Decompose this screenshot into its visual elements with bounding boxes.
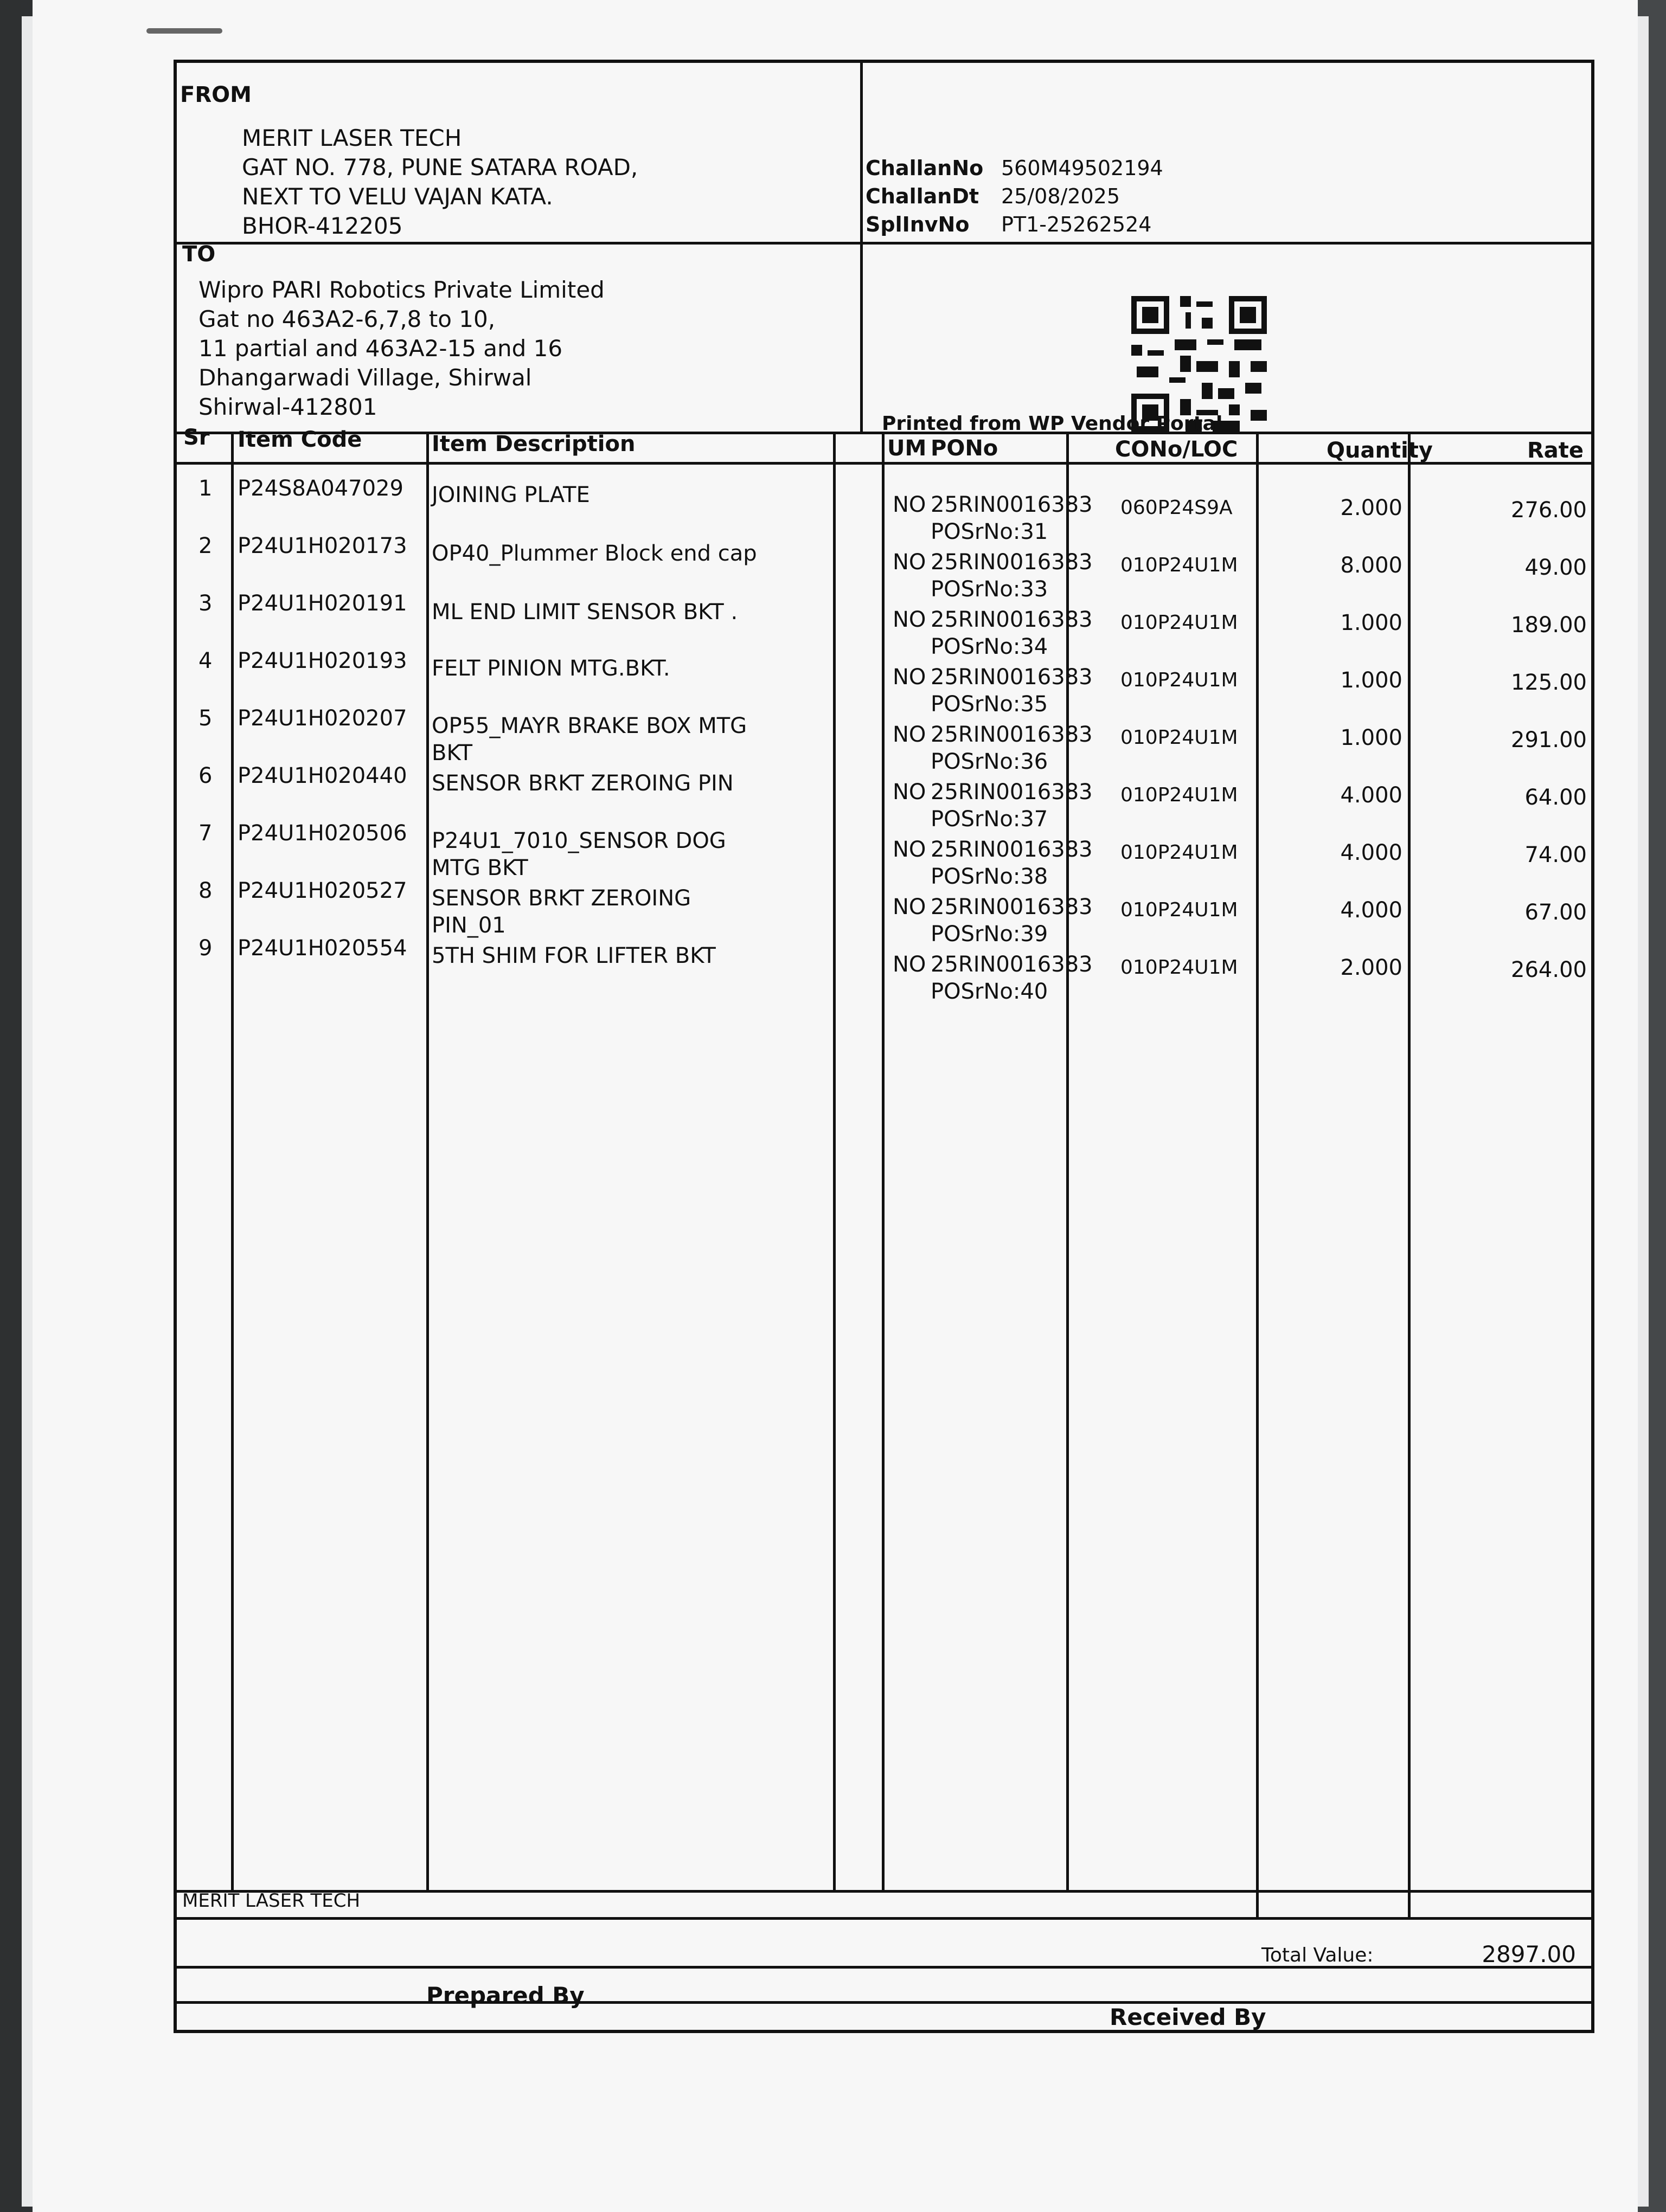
row-item-description: P24U1_7010_SENSOR DOG MTG BKT: [432, 828, 726, 880]
row-rate: 67.00: [1524, 900, 1587, 925]
from-line: MERIT LASER TECH: [242, 125, 462, 151]
to-line: Dhangarwadi Village, Shirwal: [198, 364, 532, 391]
header-item-code: Item Code: [238, 427, 362, 452]
staple-mark: [146, 28, 222, 34]
from-line: BHOR-412205: [242, 213, 403, 239]
header-item-description: Item Description: [432, 432, 636, 456]
qr-code-icon: [1131, 296, 1267, 432]
portal-note: Printed from WP Vendor Portal: [882, 413, 1223, 435]
header-um: UM: [887, 436, 927, 461]
from-line: NEXT TO VELU VAJAN KATA.: [242, 183, 553, 210]
row-posrno: POSrNo:31: [931, 519, 1048, 544]
row-sr: 3: [198, 591, 213, 616]
rule-table-bottom: [177, 1890, 1591, 1893]
row-posrno: POSrNo:39: [931, 922, 1048, 947]
header-sr: Sr: [183, 425, 210, 450]
row-rate: 264.00: [1511, 957, 1587, 982]
total-value-amount: 2897.00: [1482, 1941, 1576, 1967]
row-cono-loc: 010P24U1M: [1120, 956, 1238, 979]
row-cono-loc: 060P24S9A: [1120, 497, 1233, 519]
row-item-description: SENSOR BRKT ZEROING PIN: [432, 771, 734, 796]
to-address: [198, 275, 605, 422]
row-rate: 291.00: [1511, 728, 1587, 753]
to-line: 11 partial and 463A2-15 and 16: [198, 335, 563, 362]
row-item-code: P24U1H020173: [238, 533, 407, 558]
row-quantity: 1.000: [1340, 610, 1402, 635]
challan-date-value: 25/08/2025: [1001, 184, 1120, 208]
challan-no-label: ChallanNo: [866, 156, 984, 180]
received-by-label: Received By: [1110, 2004, 1266, 2030]
challan-sheet: [33, 0, 1638, 2212]
row-cono-loc: 010P24U1M: [1120, 612, 1238, 634]
rule-vendor-bottom: [177, 1917, 1591, 1920]
row-pono: 25RIN0016383: [931, 780, 1093, 805]
row-item-description: OP40_Plummer Block end cap: [432, 541, 757, 566]
row-item-description: 5TH SHIM FOR LIFTER BKT: [432, 943, 716, 968]
row-posrno: POSrNo:35: [931, 692, 1048, 717]
row-quantity: 8.000: [1340, 553, 1402, 578]
rule-total-bottom: [177, 1966, 1591, 1969]
row-sr: 7: [198, 821, 213, 846]
prepared-by-label: Prepared By: [426, 1982, 585, 2009]
row-item-description: OP55_MAYR BRAKE BOX MTG BKT: [432, 713, 747, 766]
row-rate: 74.00: [1524, 843, 1587, 867]
row-pono: 25RIN0016383: [931, 837, 1093, 862]
row-quantity: 2.000: [1340, 496, 1402, 520]
to-line: Gat no 463A2-6,7,8 to 10,: [198, 306, 496, 332]
row-um: NO: [893, 607, 926, 632]
rule-addr-meta: [860, 63, 863, 432]
header-pono: PONo: [931, 436, 998, 461]
row-um: NO: [893, 722, 926, 747]
to-line: Shirwal-412801: [198, 394, 377, 420]
col-rule-sr: [231, 432, 234, 1890]
total-value-label: Total Value:: [1261, 1944, 1374, 1966]
row-rate: 64.00: [1524, 785, 1587, 810]
row-pono: 25RIN0016383: [931, 607, 1093, 632]
row-rate: 276.00: [1511, 498, 1587, 523]
from-address: [242, 124, 638, 241]
challan-no-value: 560M49502194: [1001, 156, 1163, 180]
from-label: FROM: [180, 82, 252, 107]
row-pono: 25RIN0016383: [931, 665, 1093, 690]
row-sr: 8: [198, 878, 213, 903]
row-posrno: POSrNo:34: [931, 634, 1048, 659]
row-um: NO: [893, 895, 926, 919]
col-rule-um: [882, 432, 885, 1890]
row-pono: 25RIN0016383: [931, 550, 1093, 575]
row-cono-loc: 010P24U1M: [1120, 669, 1238, 691]
row-item-code: P24U1H020207: [238, 706, 407, 731]
rule-prepared-bottom: [177, 2001, 1591, 2004]
row-um: NO: [893, 837, 926, 862]
to-line: Wipro PARI Robotics Private Limited: [198, 276, 605, 303]
from-line: GAT NO. 778, PUNE SATARA ROAD,: [242, 154, 638, 181]
row-item-code: P24U1H020554: [238, 936, 407, 961]
row-cono-loc: 010P24U1M: [1120, 554, 1238, 576]
challan-meta: [866, 154, 1163, 239]
row-um: NO: [893, 665, 926, 690]
row-quantity: 4.000: [1340, 783, 1402, 808]
row-rate: 49.00: [1524, 555, 1587, 580]
row-sr: 6: [198, 763, 213, 788]
col-rule-code: [426, 432, 429, 1890]
row-item-code: P24U1H020527: [238, 878, 407, 903]
spl-inv-value: PT1-25262524: [1001, 213, 1152, 236]
row-rate: 125.00: [1511, 670, 1587, 695]
row-quantity: 2.000: [1340, 955, 1402, 980]
col-rule-po: [1066, 432, 1069, 1890]
row-rate: 189.00: [1511, 613, 1587, 638]
row-pono: 25RIN0016383: [931, 722, 1093, 747]
row-pono: 25RIN0016383: [931, 952, 1093, 977]
col-rule-co: [1256, 432, 1259, 1917]
row-posrno: POSrNo:40: [931, 979, 1048, 1004]
row-sr: 9: [198, 936, 213, 961]
header-rate: Rate: [1527, 438, 1584, 463]
row-item-description: ML END LIMIT SENSOR BKT .: [432, 600, 738, 625]
row-quantity: 1.000: [1340, 725, 1402, 750]
row-cono-loc: 010P24U1M: [1120, 726, 1238, 749]
col-rule-qty: [1408, 432, 1411, 1917]
row-posrno: POSrNo:33: [931, 577, 1048, 602]
row-cono-loc: 010P24U1M: [1120, 899, 1238, 921]
challan-frame: [174, 60, 1594, 2033]
header-quantity: Quantity: [1327, 438, 1433, 463]
row-item-code: P24U1H020440: [238, 763, 407, 788]
row-um: NO: [893, 952, 926, 977]
header-cono-loc: CONo/LOC: [1115, 437, 1238, 462]
row-quantity: 4.000: [1340, 898, 1402, 923]
row-posrno: POSrNo:36: [931, 749, 1048, 774]
rule-from-to: [177, 242, 1591, 245]
row-sr: 1: [198, 476, 213, 501]
row-item-description: FELT PINION MTG.BKT.: [432, 656, 670, 681]
row-posrno: POSrNo:38: [931, 864, 1048, 889]
row-sr: 4: [198, 648, 213, 673]
row-posrno: POSrNo:37: [931, 807, 1048, 832]
to-label: TO: [182, 242, 216, 267]
row-sr: 2: [198, 533, 213, 558]
row-quantity: 4.000: [1340, 840, 1402, 865]
row-um: NO: [893, 550, 926, 575]
row-item-code: P24U1H020506: [238, 821, 407, 846]
challan-date-label: ChallanDt: [866, 184, 979, 208]
row-pono: 25RIN0016383: [931, 895, 1093, 919]
row-um: NO: [893, 780, 926, 805]
col-rule-desc: [833, 432, 836, 1890]
row-quantity: 1.000: [1340, 668, 1402, 693]
footer-vendor-name: MERIT LASER TECH: [182, 1890, 361, 1912]
row-item-description: JOINING PLATE: [432, 483, 590, 507]
row-item-code: P24U1H020193: [238, 648, 407, 673]
row-cono-loc: 010P24U1M: [1120, 784, 1238, 806]
row-item-code: P24S8A047029: [238, 476, 403, 501]
row-cono-loc: 010P24U1M: [1120, 841, 1238, 864]
row-sr: 5: [198, 706, 213, 731]
spl-inv-label: SplInvNo: [866, 213, 970, 236]
row-pono: 25RIN0016383: [931, 492, 1093, 517]
row-um: NO: [893, 492, 926, 517]
row-item-code: P24U1H020191: [238, 591, 407, 616]
row-item-description: SENSOR BRKT ZEROING PIN_01: [432, 886, 691, 938]
